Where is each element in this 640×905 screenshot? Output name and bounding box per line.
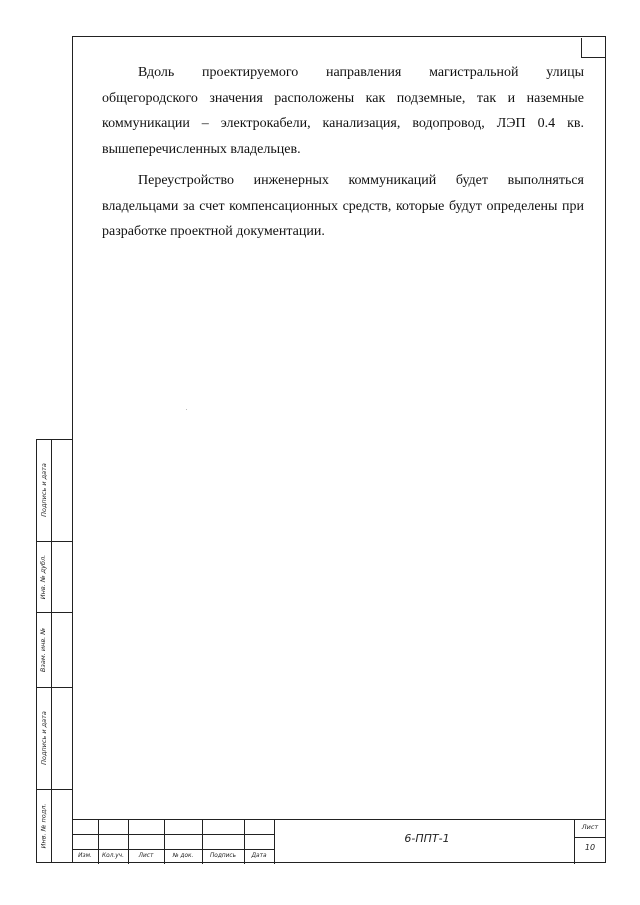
tb-label-signature: Подпись — [209, 853, 237, 859]
side-stamp-divider — [51, 439, 52, 863]
side-label-replace-inv: Взам. инв. № — [39, 627, 48, 672]
document-code: 6-ППТ-1 — [404, 832, 450, 845]
tb-label-doc-no: № док. — [172, 853, 194, 859]
sheet-number: 10 — [584, 843, 596, 852]
tb-label-sheet: Лист — [138, 853, 154, 859]
title-block-rule — [574, 837, 606, 838]
side-label-dup-inv: Инв. № дубл. — [39, 554, 48, 599]
sheet-label: Лист — [581, 823, 599, 831]
body-text — [102, 60, 584, 245]
paragraph-1: Вдоль проектируемого направления магистральной улицы общегородского значения расположены как подземные, так и наземные коммуникации – электрокабели, канализация, водопровод, ЛЭП 0.4 кв. вышеперечисленных владельцев. — [102, 65, 584, 157]
paragraph-2: Переустройство инженерных коммуникаций будет выполняться владельцами за счет компенсационных средств, которые будут определены при разработке проектной документации. — [102, 173, 584, 239]
side-stamp — [36, 439, 72, 863]
corner-box — [581, 38, 605, 58]
tb-label-date: Дата — [251, 853, 267, 859]
side-label-signature-date-2: Подпись и дата — [39, 711, 48, 765]
scan-speck — [186, 409, 187, 410]
title-block — [72, 819, 606, 863]
side-label-signature-date-1: Подпись и дата — [39, 463, 48, 517]
title-block-divider — [274, 820, 275, 864]
tb-label-change: Изм. — [78, 853, 92, 859]
tb-label-count: Кол.уч. — [102, 853, 124, 859]
side-label-original-inv: Инв. № подл. — [39, 803, 48, 849]
